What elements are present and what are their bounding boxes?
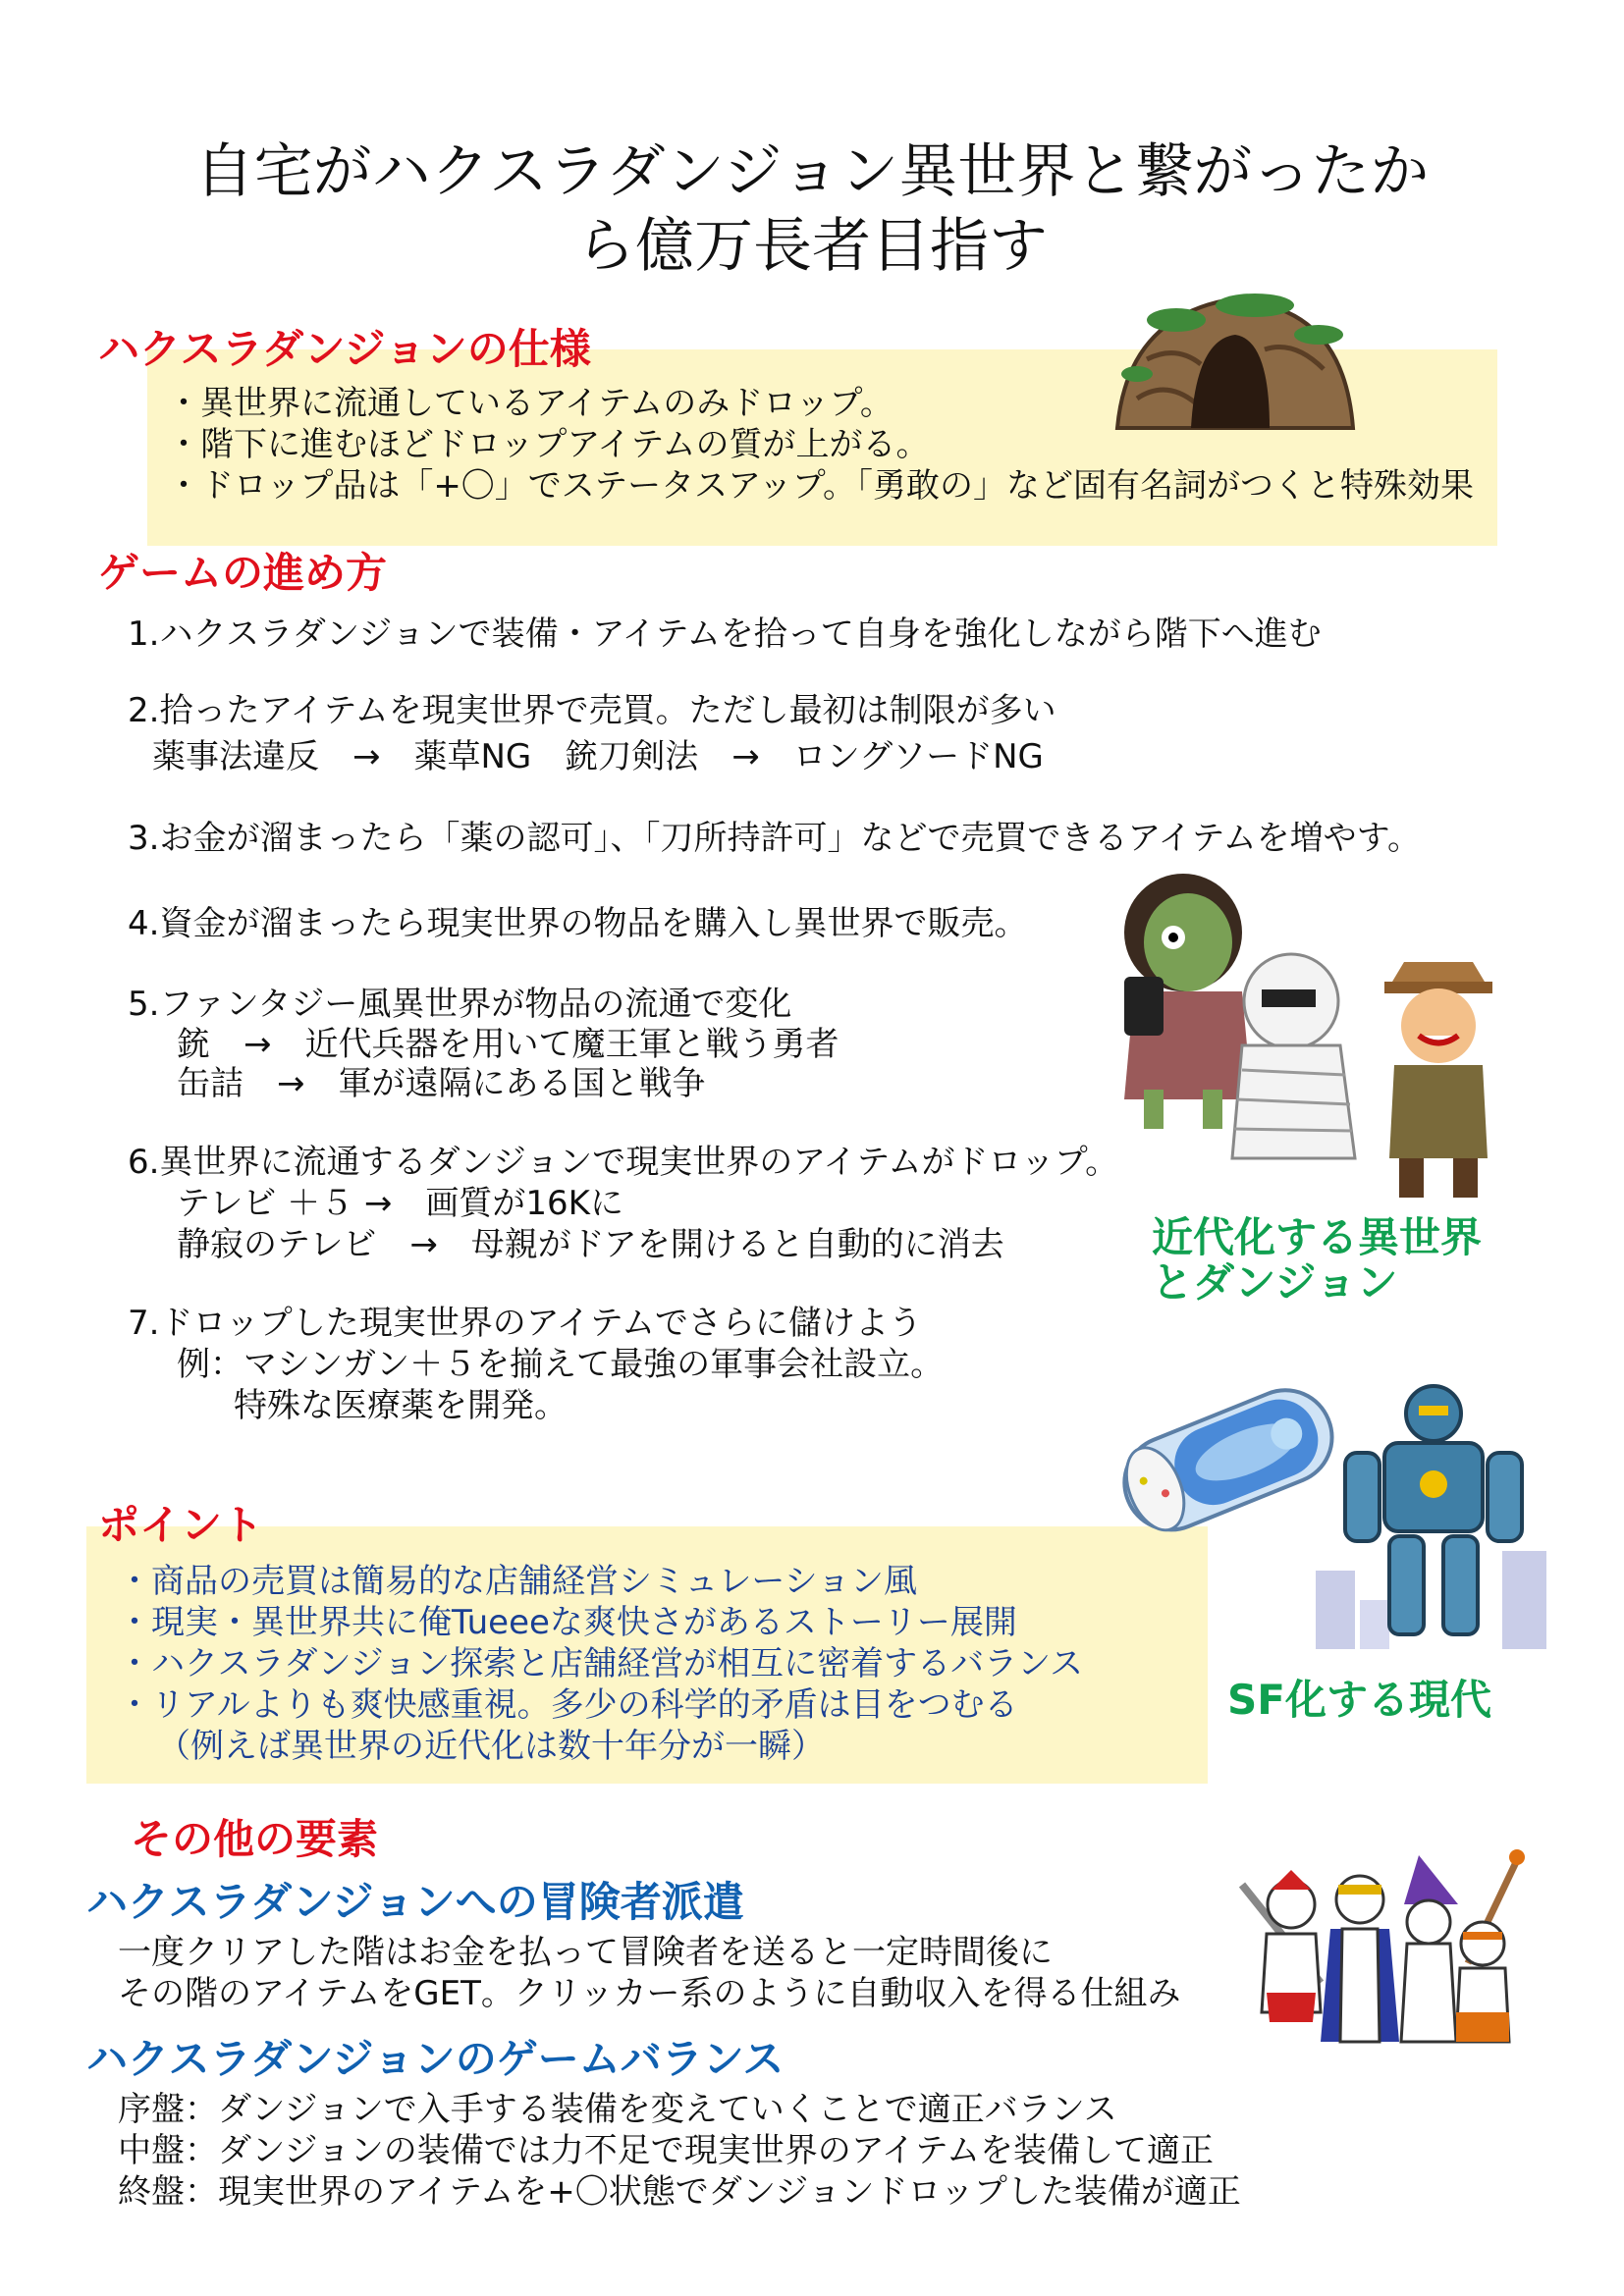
progress-step-6-detail: テレビ ＋５ → 画質が16Kに <box>177 1184 623 1223</box>
progress-heading: ゲームの進め方 <box>98 549 388 597</box>
points-item: ・現実・異世界共に俺Tueeeな爽快さがあるストーリー展開 <box>118 1603 1017 1642</box>
caption-modern-line-1: 近代化する異世界 <box>1152 1213 1483 1261</box>
dispatch-line: その階のアイテムをGET。クリッカー系のように自動収入を得る仕組み <box>118 1974 1181 2013</box>
robot-city-illustration <box>1306 1374 1561 1659</box>
progress-step-2-detail: 薬事法違反 → 薬草NG 銃刀剣法 → ロングソードNG <box>152 737 1044 776</box>
progress-step-5-detail: 缶詰 → 軍が遠隔にある国と戦争 <box>177 1064 706 1103</box>
cave-illustration <box>1108 281 1363 438</box>
dispatch-heading: ハクスラダンジョンへの冒険者派遣 <box>86 1878 744 1926</box>
progress-step-1: 1.ハクスラダンジョンで装備・アイテムを拾って自身を強化しながら階下へ進む <box>128 614 1322 654</box>
points-item: ・商品の売買は簡易的な店舗経営シミュレーション風 <box>118 1562 917 1601</box>
adventurer-party-illustration <box>1232 1845 1527 2061</box>
progress-step-7: 7.ドロップした現実世界のアイテムでさらに儲けよう <box>128 1304 922 1343</box>
progress-step-6-detail: 静寂のテレビ → 母親がドアを開けると自動的に消去 <box>177 1225 1004 1264</box>
balance-line-early: 序盤：ダンジョンで入手する装備を変えていくことで適正バランス <box>118 2090 1117 2129</box>
points-item: ・リアルよりも爽快感重視。多少の科学的矛盾は目をつむる <box>118 1685 1018 1725</box>
progress-step-7-detail: 例：マシンガン＋５を揃えて最強の軍事会社設立。 <box>177 1345 945 1384</box>
spec-item: ・階下に進むほどドロップアイテムの質が上がる。 <box>167 425 930 464</box>
dispatch-line: 一度クリアした階はお金を払って冒険者を送ると一定時間後に <box>118 1933 1053 1972</box>
progress-step-5-detail: 銃 → 近代兵器を用いて魔王軍と戦う勇者 <box>177 1025 839 1064</box>
points-heading: ポイント <box>98 1501 264 1549</box>
progress-step-3: 3.お金が溜まったら「薬の認可」、「刀所持許可」などで売買できるアイテムを増やす。 <box>128 819 1421 858</box>
spec-heading: ハクスラダンジョンの仕様 <box>98 325 591 373</box>
progress-step-7-detail: 特殊な医療薬を開発。 <box>234 1386 568 1425</box>
page-title-line-1: 自宅がハクスラダンジョン異世界と繋がったか <box>194 137 1430 206</box>
caption-sf: SF化する現代 <box>1227 1676 1491 1724</box>
progress-step-6: 6.異世界に流通するダンジョンで現実世界のアイテムがドロップ。 <box>128 1143 1119 1182</box>
balance-heading: ハクスラダンジョンのゲームバランス <box>86 2035 785 2083</box>
progress-step-2: 2.拾ったアイテムを現実世界で売買。ただし最初は制限が多い <box>128 691 1056 730</box>
other-heading: その他の要素 <box>131 1815 379 1863</box>
page-title-line-2: ら億万長者目指す <box>576 212 1048 281</box>
points-item: ・ハクスラダンジョン探索と店舗経営が相互に密着するバランス <box>118 1644 1084 1683</box>
spec-item: ・ドロップ品は「+〇」でステータスアップ。「勇敢の」など固有名詞がつくと特殊効果 <box>167 466 1475 506</box>
caption-modern-line-2: とダンジョン <box>1152 1258 1398 1307</box>
progress-step-4: 4.資金が溜まったら現実世界の物品を購入し異世界で販売。 <box>128 904 1028 943</box>
balance-line-mid: 中盤：ダンジョンの装備では力不足で現実世界のアイテムを装備して適正 <box>118 2131 1215 2170</box>
points-item-note: （例えば異世界の近代化は数十年分が一瞬） <box>157 1727 825 1766</box>
spec-item: ・異世界に流通しているアイテムのみドロップ。 <box>167 384 893 423</box>
balance-line-late: 終盤：現実世界のアイテムを+〇状態でダンジョンドロップした装備が適正 <box>118 2172 1241 2212</box>
zombie-mummy-explorer-illustration <box>1095 864 1527 1207</box>
progress-step-5: 5.ファンタジー風異世界が物品の流通で変化 <box>128 985 792 1024</box>
